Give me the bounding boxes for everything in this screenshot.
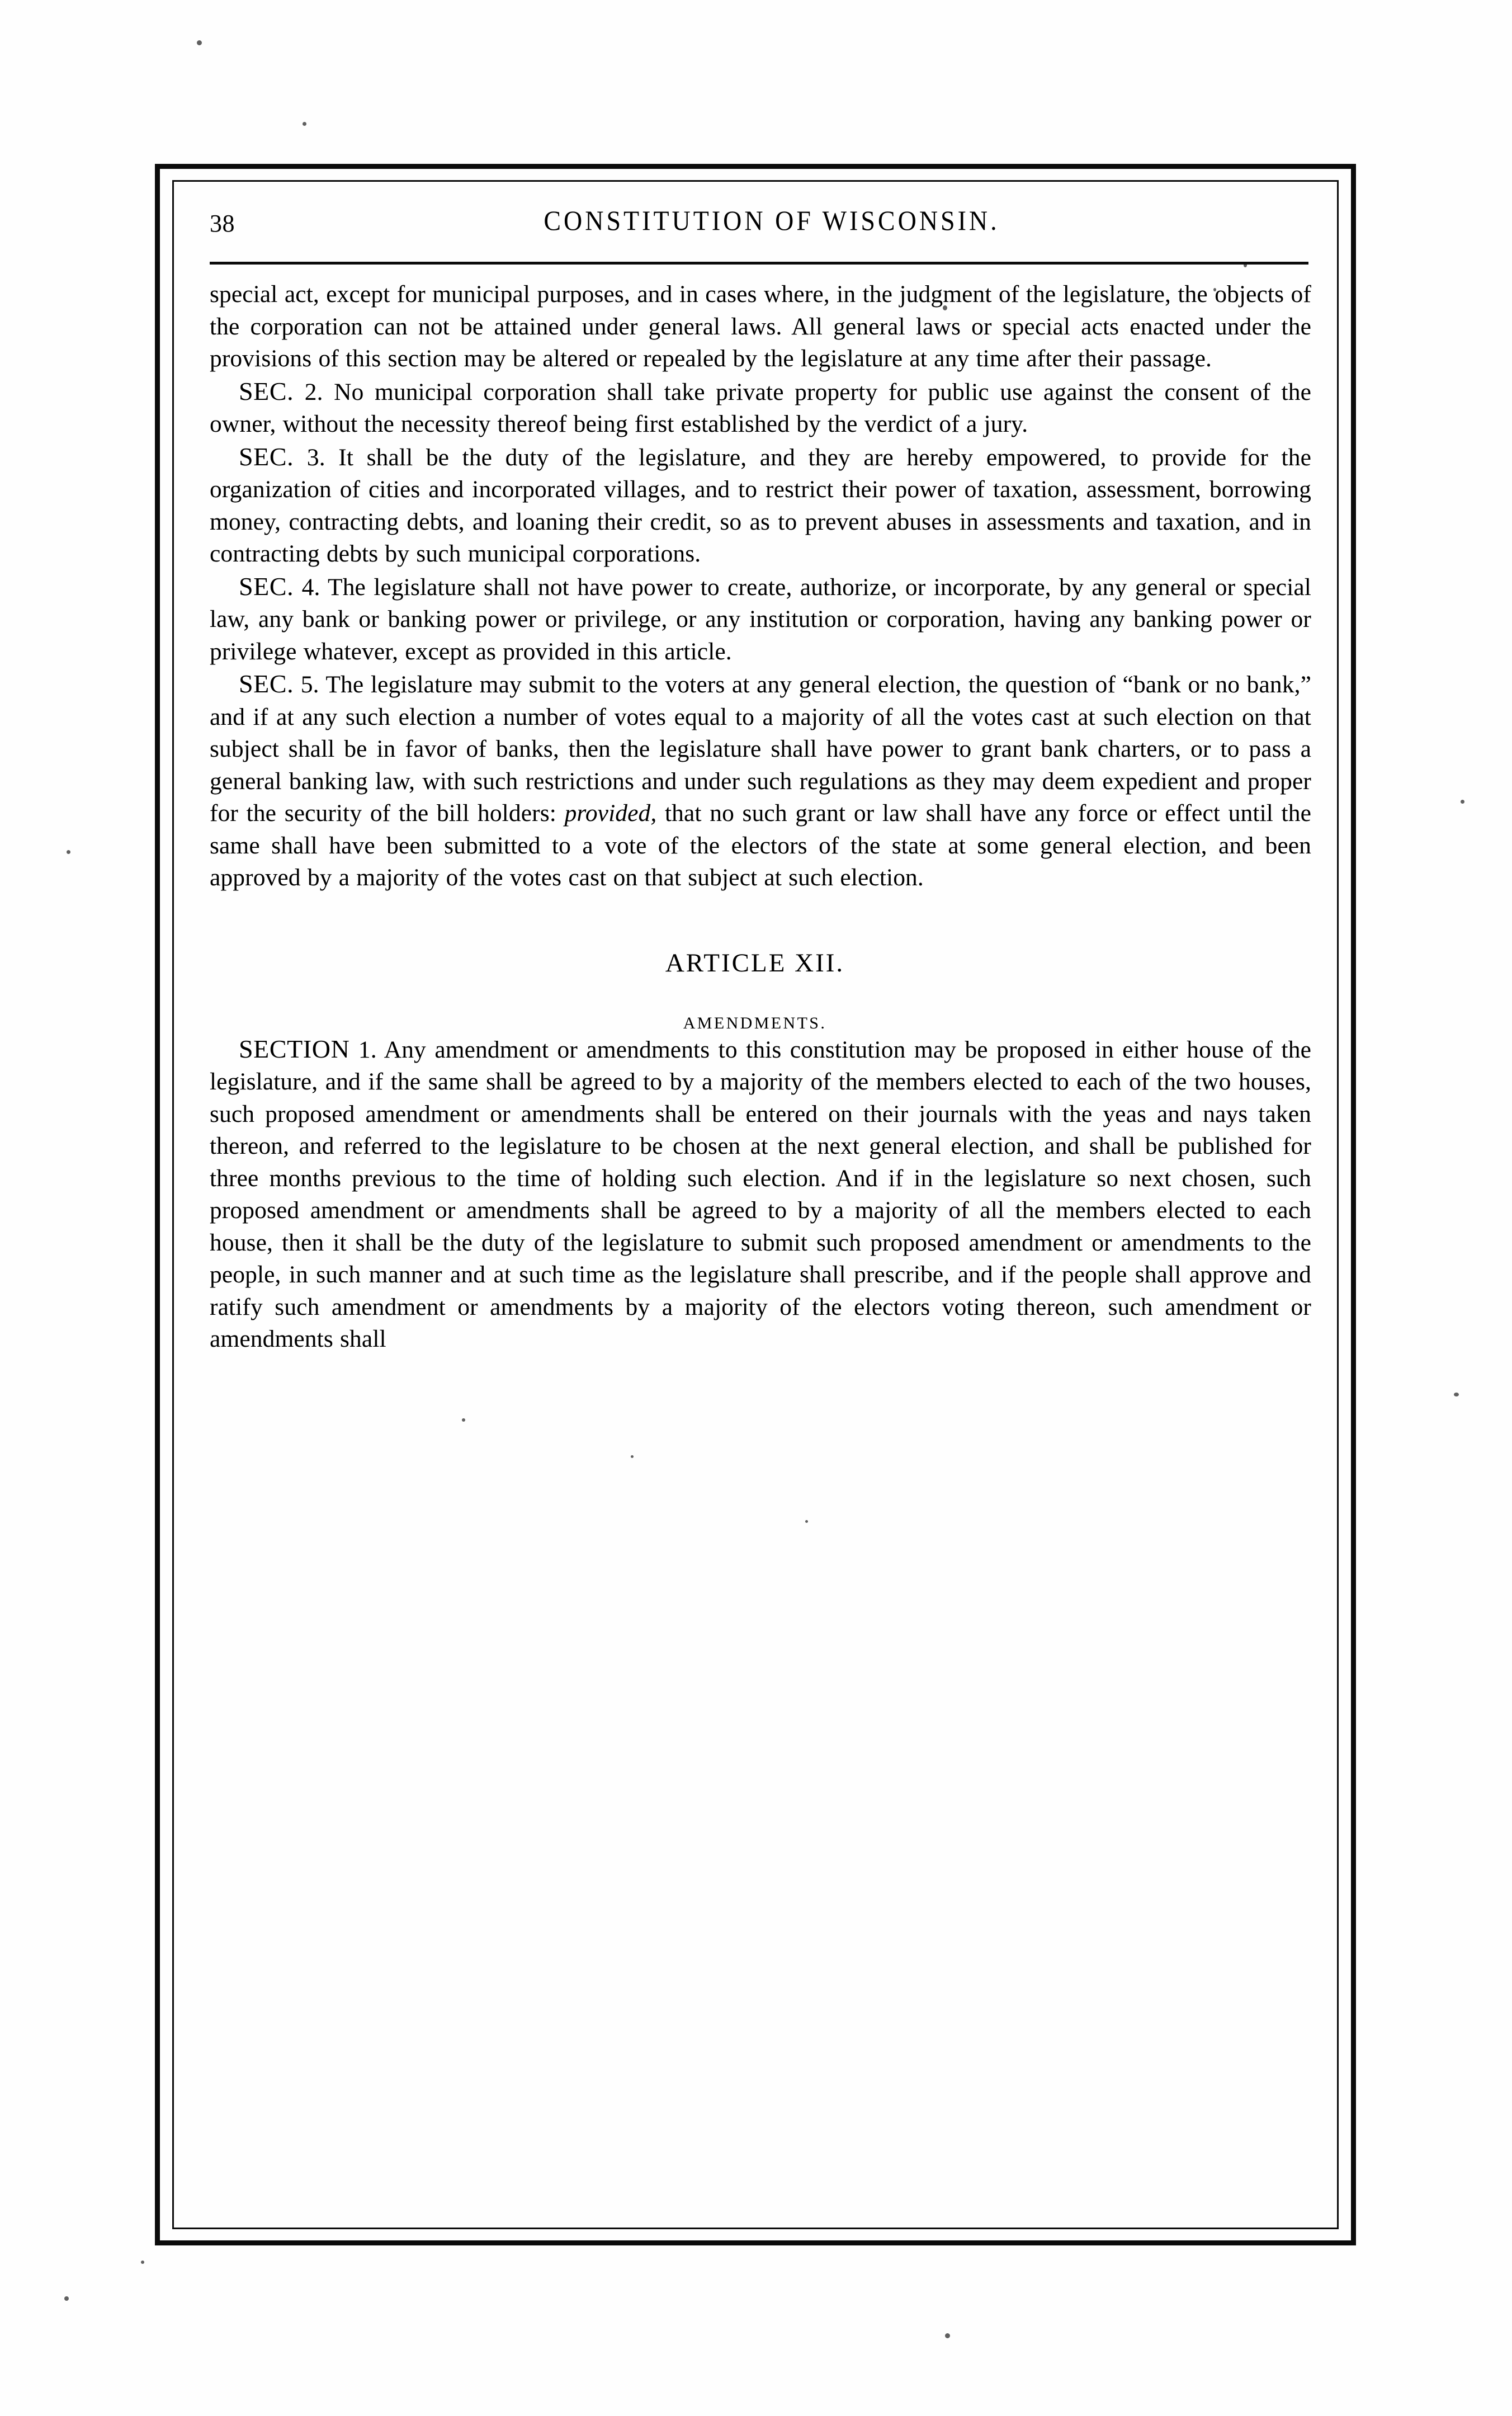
scan-speck	[197, 40, 202, 45]
section-5	[210, 668, 1311, 894]
section-label: SEC.	[239, 376, 294, 405]
running-title: CONSTITUTION OF WISCONSIN.	[544, 205, 1000, 237]
article-section-1	[210, 1033, 1311, 1356]
scan-speck	[945, 2333, 950, 2338]
article-subheading: AMENDMENTS.	[683, 1013, 827, 1032]
section-label: SEC.	[239, 442, 294, 471]
section-number: 5.	[300, 671, 319, 698]
scan-speck	[141, 2261, 144, 2264]
scan-speck	[1454, 1393, 1459, 1396]
section-2	[210, 375, 1311, 441]
section-text-after-proviso: that no such grant or law shall have any force or effect until the same shall have been submitted to a vote of the electors of the state at some general election, and been approved by a majority of the votes cast on that subject at such election.	[210, 800, 1312, 891]
section-label: SECTION	[239, 1034, 350, 1063]
section-4	[210, 570, 1311, 668]
section-text: It shall be the duty of the legislature, and they are hereby empowered, to provide for the organization of cities and incorporated villages, and to restrict their power of taxation, assessment, borrowing money, contracting debts, and loaning their credit, so as to prevent abuses in assessments and taxation, and in contracting debts by such municipal corporations.	[210, 443, 1311, 567]
scan-speck	[303, 122, 306, 126]
page-number: 38	[210, 210, 235, 237]
body-text	[210, 279, 1311, 1356]
article-heading: ARTICLE XII.	[665, 948, 845, 978]
section-number: 1.	[358, 1036, 377, 1063]
section-text: Any amendment or amendments to this constitution may be proposed in either house of the legislature, and if the same shall be agreed to by a majority of the members elected to each of the two houses, such proposed amendment or amendments shall be entered on their journals with the yeas and nays taken thereon, and referred to the legislature to be chosen at the next general election, and shall be published for three months previous to the time of holding such election. And if in the legislature so next chosen, such proposed amendment or amendments shall be agreed to by a majority of all the members elected to each house, then it shall be the duty of the legislature to submit such proposed amendment or amendments to the people, in such manner and at such time as the legislature shall prescribe, and if the people shall approve and ratify such amendment or amendments by a majority of the electors voting thereon, such amendment or amendments shall	[210, 1036, 1311, 1352]
scan-speck	[1461, 800, 1464, 804]
section-label: SEC.	[239, 572, 294, 601]
section-number: 4.	[301, 573, 320, 601]
proviso-italic: provided,	[564, 800, 657, 827]
page-content	[210, 201, 1311, 2215]
paragraph-continued: special act, except for municipal purposes, and in cases where, in the judgment of the legislature, the objects of the corporation can not be attained under general laws. All general laws or special acts enacted under the provisions of this section may be altered or repealed by the legislature at any time after their passage.	[210, 281, 1311, 372]
section-number: 2.	[304, 378, 323, 405]
header-rule	[210, 262, 1308, 265]
section-text: The legislature shall not have power to create, authorize, or incorporate, by any general or special law, any bank or banking power or privilege, or any institution or corporation, having any banking power or privilege whatever, except as provided in this article.	[210, 573, 1311, 665]
section-3	[210, 441, 1311, 570]
scan-speck	[64, 2296, 69, 2301]
section-text: No municipal corporation shall take private property for public use against the consent of the owner, without the necessity thereof being first established by the verdict of a jury.	[210, 378, 1311, 437]
section-text-before-proviso: The legislature may submit to the voters at any general election, the question of “bank or no bank,” and if at any such election a number of votes equal to a majority of all the votes cast at such election on that subject shall be in favor of banks, then the legislature shall have power to grant bank charters, or to pass a general banking law, with such restrictions and under such regulations as they may deem expedient and proper for the security of the bill holders:	[210, 671, 1311, 827]
section-number: 3.	[306, 443, 325, 471]
section-label: SEC.	[239, 669, 294, 698]
scan-speck	[67, 850, 70, 854]
running-head	[210, 201, 1311, 253]
